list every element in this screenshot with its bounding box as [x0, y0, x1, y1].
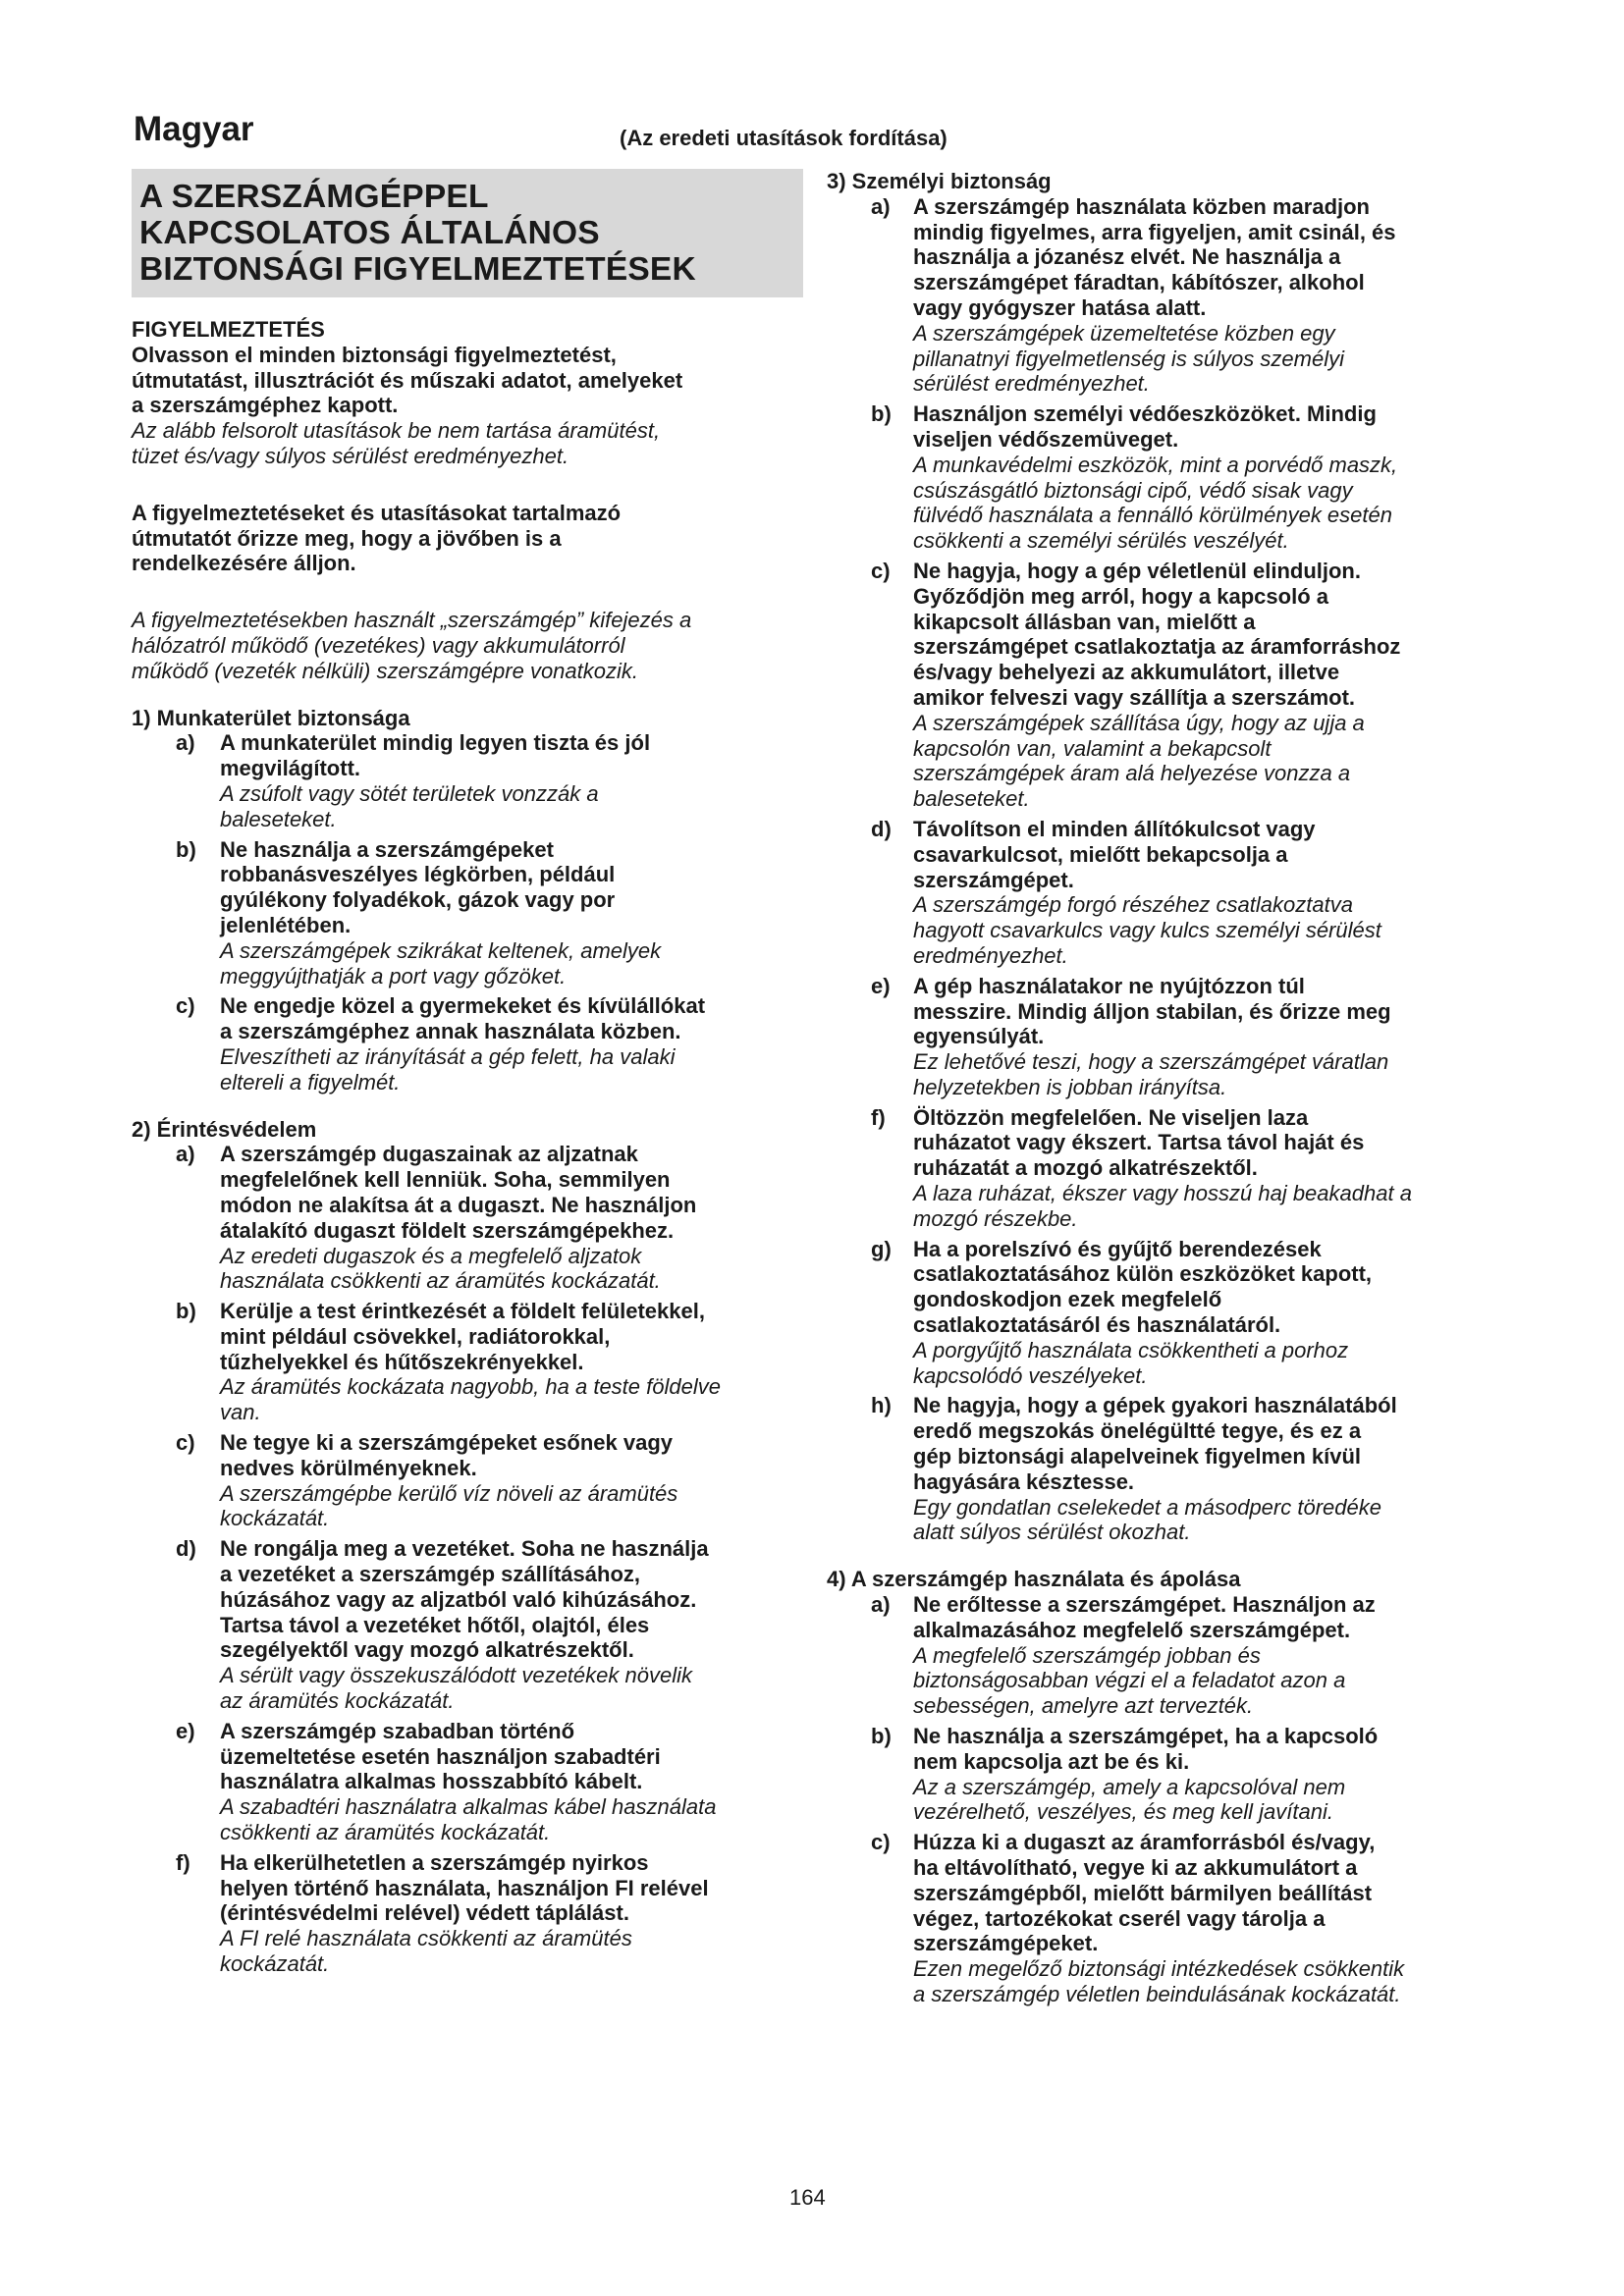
- item-explanation: [220, 781, 815, 832]
- text-line: A szerszámgép dugaszainak az aljzatnak: [220, 1142, 638, 1167]
- text-line: A FI relé használata csökkenti az áramütés: [220, 1926, 632, 1951]
- section-title: 2) Érintésvédelem: [132, 1116, 317, 1142]
- text-line: csatlakoztatásához külön eszközöket kapott,: [913, 1261, 1373, 1287]
- item-explanation: [220, 938, 815, 989]
- text-line: A munkaterület mindig legyen tiszta és jól: [220, 730, 651, 756]
- text-line: Távolítson el minden állítókulcsot vagy: [913, 816, 1316, 841]
- left-column: [132, 169, 815, 1977]
- text-line: szerszámgépet.: [913, 867, 1074, 892]
- item-instruction: [913, 1830, 1504, 1956]
- text-line: megfelelőnek kell lenniük. Soha, semmilyen: [220, 1167, 671, 1193]
- text-line: a szerszámgéphez annak használata közben.: [220, 1019, 681, 1044]
- item-letter: c): [176, 1430, 195, 1456]
- text-line: kockázatát.: [220, 1506, 330, 1531]
- text-line: vezérelhető, veszélyes, és meg kell javítani.: [913, 1799, 1333, 1825]
- text-line: Győződjön meg arról, hogy a kapcsoló a: [913, 583, 1328, 609]
- text-line: A sérült vagy összekuszálódott vezetékek növelik: [220, 1663, 692, 1688]
- page-language: Magyar: [134, 110, 254, 148]
- left-sections: [132, 706, 815, 1977]
- text-line: A szerszámgépek szállítása úgy, hogy az ujja a: [913, 710, 1365, 735]
- text-line: vagy gyógyszer hatása alatt.: [913, 294, 1207, 320]
- safety-item: [871, 1830, 1504, 2007]
- text-line: A laza ruházat, ékszer vagy hosszú haj beakadhat a: [913, 1181, 1412, 1206]
- text-line: üzemeltetése esetén használjon szabadtéri: [220, 1743, 661, 1769]
- text-line: szerszámgépből, mielőtt bármilyen beállítást: [913, 1880, 1373, 1905]
- text-line: nedves körülményeknek.: [220, 1455, 477, 1480]
- safety-item: [871, 1724, 1504, 1825]
- text-line: helyen történő használata, használjon FI relével: [220, 1875, 709, 1900]
- text-line: Egy gondatlan cselekedet a másodperc töredéke: [913, 1494, 1381, 1520]
- text-line: viseljen védőszemüveget.: [913, 426, 1179, 452]
- item-letter: f): [871, 1104, 886, 1130]
- text-line: baleseteket.: [913, 786, 1030, 812]
- safety-item: [871, 1237, 1504, 1389]
- text-line: nem kapcsolja azt be és ki.: [913, 1748, 1190, 1774]
- text-line: csökkenti a személyi sérülés veszélyét.: [913, 528, 1289, 554]
- text-line: mozgó részekbe.: [913, 1205, 1078, 1231]
- warning-text: [132, 343, 815, 418]
- safety-item: [176, 1430, 815, 1531]
- text-line: Ne rongálja meg a vezetéket. Soha ne használja: [220, 1536, 709, 1562]
- item-explanation: [913, 1181, 1504, 1232]
- text-line: A szerszámgépek szikrákat keltenek, amelyek: [220, 937, 662, 963]
- page-number: 164: [789, 2185, 826, 2210]
- text-line: Ne erőltesse a szerszámgépet. Használjon az: [913, 1592, 1376, 1618]
- text-line: mindig figyelmes, arra figyeljen, amit csinál, és: [913, 219, 1396, 244]
- text-line: hálózatról működő (vezetékes) vagy akkumulátorról: [132, 632, 625, 658]
- warning-title: FIGYELMEZTETÉS: [132, 317, 325, 342]
- text-line: eltereli a figyelmét.: [220, 1069, 401, 1095]
- text-line: útmutatást, illusztrációt és műszaki adatot, amelyeket: [132, 367, 683, 393]
- safety-item: [176, 730, 815, 831]
- item-explanation: [913, 1049, 1504, 1100]
- item-explanation: [220, 1926, 815, 1977]
- item-instruction: [913, 1393, 1504, 1494]
- text-line: végez, tartozékokat cserél vagy tárolja a: [913, 1905, 1326, 1931]
- text-line: hagyására késztesse.: [913, 1468, 1135, 1494]
- text-line: szegélyektől vagy mozgó alkatrészektől.: [220, 1637, 634, 1663]
- item-instruction: [913, 974, 1504, 1049]
- text-line: és/vagy behelyezi az akkumulátort, illetve: [913, 660, 1340, 685]
- text-line: hagyott csavarkulcs vagy kulcs személyi sérülést: [913, 918, 1381, 943]
- safety-item: [176, 1850, 815, 1977]
- text-line: rendelkezésére álljon.: [132, 551, 356, 576]
- text-line: A szabadtéri használatra alkalmas kábel használata: [220, 1794, 717, 1820]
- item-explanation: [913, 1775, 1504, 1826]
- text-line: Az alább felsorolt utasítások be nem tartása áramütést,: [132, 418, 661, 444]
- text-line: csatlakoztatásáról és használatáról.: [913, 1312, 1281, 1338]
- text-line: sebességen, amelyre azt tervezték.: [913, 1693, 1254, 1719]
- text-line: meggyújthatják a port vagy gőzöket.: [220, 963, 567, 988]
- text-line: A munkavédelmi eszközök, mint a porvédő maszk,: [913, 452, 1398, 477]
- text-line: Öltözzön megfelelően. Ne viseljen laza: [913, 1104, 1309, 1130]
- item-instruction: [913, 1724, 1504, 1775]
- item-instruction: [220, 1142, 815, 1243]
- item-letter: e): [871, 973, 891, 998]
- text-line: pillanatnyi figyelmetlenség is súlyos személyi: [913, 346, 1344, 371]
- text-line: sérülést eredményezhet.: [913, 371, 1150, 397]
- safety-item: [176, 1142, 815, 1294]
- item-explanation: [220, 1374, 815, 1425]
- text-line: Az áramütés kockázata nagyobb, ha a teste földelve: [220, 1374, 721, 1400]
- text-line: csavarkulcsot, mielőtt bekapcsolja a: [913, 841, 1288, 867]
- headline-box: [132, 169, 803, 297]
- text-line: A szerszámgépbe kerülő víz növeli az áramütés: [220, 1480, 678, 1506]
- item-letter: c): [176, 993, 195, 1019]
- text-line: szerszámgépet fáradtan, kábítószer, alkohol: [913, 270, 1365, 295]
- text-line: amikor felveszi vagy szállítja a szerszámot.: [913, 684, 1356, 710]
- text-line: tüzet és/vagy súlyos sérülést eredményezhet.: [132, 443, 569, 468]
- text-line: egyensúlyát.: [913, 1024, 1045, 1049]
- section-title: 1) Munkaterület biztonsága: [132, 705, 410, 730]
- item-letter: a): [176, 1142, 195, 1167]
- text-line: szerszámgépek áram alá helyezése vonzza a: [913, 761, 1351, 786]
- text-line: ha eltávolítható, vegye ki az akkumulátort a: [913, 1855, 1358, 1880]
- item-instruction: [913, 194, 1504, 321]
- text-line: használatra alkalmas hosszabbító kábelt.: [220, 1769, 643, 1794]
- item-instruction: [220, 1430, 815, 1481]
- text-line: gép biztonsági alapelveinek figyelmen kívül: [913, 1444, 1362, 1469]
- text-line: az áramütés kockázatát.: [220, 1688, 455, 1714]
- item-explanation: [913, 1338, 1504, 1389]
- text-line: baleseteket.: [220, 806, 337, 831]
- term-definition: [132, 608, 815, 683]
- item-letter: d): [871, 816, 892, 841]
- item-letter: a): [871, 1592, 891, 1618]
- item-explanation: [220, 1244, 815, 1295]
- text-line: szerszámgépeket.: [913, 1931, 1099, 1956]
- text-line: eredő megszokás önelégültté tegye, és ez a: [913, 1418, 1362, 1444]
- text-line: A megfelelő szerszámgép jobban és: [913, 1642, 1261, 1668]
- item-letter: a): [176, 730, 195, 756]
- text-line: használja a józanész elvét. Ne használja a: [913, 244, 1341, 270]
- item-letter: b): [871, 401, 892, 427]
- item-explanation: [220, 1481, 815, 1532]
- text-line: Ez lehetővé teszi, hogy a szerszámgépet váratlan: [913, 1049, 1389, 1075]
- text-line: robbanásveszélyes légkörben, például: [220, 862, 616, 887]
- item-instruction: [220, 993, 815, 1044]
- text-line: Használjon személyi védőeszközöket. Mindig: [913, 401, 1377, 427]
- item-letter: g): [871, 1236, 892, 1261]
- text-line: Olvasson el minden biztonsági figyelmeztetést,: [132, 342, 617, 367]
- text-line: átalakító dugaszt földelt szerszámgépekhez.: [220, 1217, 675, 1243]
- safety-item: [871, 401, 1504, 554]
- text-line: A szerszámgép használata közben maradjon: [913, 193, 1370, 219]
- text-line: alkalmazásához megfelelő szerszámgépet.: [913, 1617, 1351, 1642]
- text-line: A figyelmeztetéseket és utasításokat tartalmazó: [132, 500, 622, 525]
- item-explanation: [913, 711, 1504, 812]
- item-letter: b): [176, 836, 196, 862]
- item-instruction: [913, 1105, 1504, 1181]
- item-letter: c): [871, 558, 891, 583]
- item-explanation: [913, 892, 1504, 968]
- headline-line: BIZTONSÁGI FIGYELMEZTETÉSEK: [139, 251, 696, 288]
- safety-item: [871, 194, 1504, 397]
- text-line: kikapcsolt állásban van, mielőtt a: [913, 609, 1256, 634]
- safety-item: [176, 1536, 815, 1714]
- item-explanation: [913, 1495, 1504, 1546]
- text-line: Ezen megelőző biztonsági intézkedések csökkentik: [913, 1956, 1405, 1982]
- text-line: van.: [220, 1400, 261, 1425]
- text-line: kapcsolón van, valamint a bekapcsolt: [913, 735, 1272, 761]
- item-instruction: [220, 1719, 815, 1794]
- text-line: útmutatót őrizze meg, hogy a jövőben is a: [132, 525, 562, 551]
- text-line: használata csökkenti az áramütés kockázatát.: [220, 1268, 661, 1294]
- text-line: Ne engedje közel a gyermekeket és kívülállókat: [220, 993, 706, 1019]
- safety-item: [871, 974, 1504, 1100]
- text-line: (érintésvédelmi relével) védett táplálást.: [220, 1900, 629, 1926]
- keep-instructions-note: [132, 501, 815, 576]
- safety-item: [871, 1393, 1504, 1545]
- item-instruction: [220, 1850, 815, 1926]
- text-line: gyúlékony folyadékok, gázok vagy por: [220, 887, 616, 913]
- item-explanation: [220, 1044, 815, 1095]
- item-instruction: [220, 730, 815, 781]
- text-line: Ha a porelszívó és gyűjtő berendezések: [913, 1236, 1322, 1261]
- text-line: Ha elkerülhetetlen a szerszámgép nyirkos: [220, 1849, 649, 1875]
- item-instruction: [913, 1592, 1504, 1643]
- item-letter: e): [176, 1718, 195, 1743]
- text-line: ruházatát a mozgó alkatrészektől.: [913, 1155, 1258, 1181]
- text-line: Az eredeti dugaszok és a megfelelő aljzatok: [220, 1243, 642, 1268]
- item-instruction: [913, 1237, 1504, 1338]
- text-line: a vezetéket a szerszámgép szállításához,: [220, 1562, 640, 1587]
- item-instruction: [220, 837, 815, 938]
- text-line: Kerülje a test érintkezését a földelt felületekkel,: [220, 1299, 705, 1324]
- text-line: jelenlétében.: [220, 912, 352, 937]
- text-line: megvilágított.: [220, 756, 361, 781]
- safety-item: [176, 837, 815, 989]
- text-line: Ne hagyja, hogy a gépek gyakori használatából: [913, 1393, 1397, 1418]
- safety-item: [871, 1592, 1504, 1719]
- item-explanation: [220, 1794, 815, 1845]
- warning-consequence: [132, 418, 815, 469]
- item-letter: d): [176, 1536, 196, 1562]
- item-instruction: [220, 1299, 815, 1374]
- text-line: a szerszámgép véletlen beindulásának kockázatát.: [913, 1981, 1401, 2006]
- text-line: A szerszámgép forgó részéhez csatlakoztatva: [913, 892, 1353, 918]
- item-letter: b): [176, 1299, 196, 1324]
- text-line: Ne hagyja, hogy a gép véletlenül elinduljon.: [913, 558, 1361, 583]
- headline-line: A SZERSZÁMGÉPPEL: [139, 179, 489, 215]
- text-line: a szerszámgéphez kapott.: [132, 393, 399, 418]
- text-line: Ne használja a szerszámgépeket: [220, 836, 554, 862]
- text-line: működő (vezeték nélküli) szerszámgépre vonatkozik.: [132, 658, 639, 683]
- item-explanation: [913, 1956, 1504, 2007]
- item-letter: c): [871, 1830, 891, 1855]
- item-letter: a): [871, 193, 891, 219]
- text-line: tűzhelyekkel és hűtőszekrényekkel.: [220, 1349, 584, 1374]
- text-line: Ne tegye ki a szerszámgépeket esőnek vagy: [220, 1430, 674, 1456]
- text-line: alatt súlyos sérülést okozhat.: [913, 1520, 1191, 1545]
- right-column: [827, 169, 1504, 2007]
- section-title: 4) A szerszámgép használata és ápolása: [827, 1567, 1241, 1592]
- item-instruction: [913, 401, 1504, 453]
- item-explanation: [220, 1663, 815, 1714]
- text-line: módon ne alakítsa át a dugaszt. Ne használjon: [220, 1192, 697, 1217]
- safety-item: [871, 817, 1504, 969]
- safety-item: [871, 1105, 1504, 1232]
- text-line: csúszásgátló biztonsági cipő, védő sisak vagy: [913, 477, 1353, 503]
- text-line: A figyelmeztetésekben használt „szerszámgép” kifejezés a: [132, 608, 692, 633]
- text-line: A porgyűjtő használata csökkentheti a porhoz: [913, 1337, 1349, 1362]
- text-line: A szerszámgép szabadban történő: [220, 1718, 575, 1743]
- item-explanation: [913, 321, 1504, 397]
- text-line: A szerszámgépek üzemeltetése közben egy: [913, 320, 1335, 346]
- text-line: Ne használja a szerszámgépet, ha a kapcsoló: [913, 1724, 1379, 1749]
- item-explanation: [913, 1643, 1504, 1719]
- text-line: messzire. Mindig álljon stabilan, és őrizze meg: [913, 998, 1391, 1024]
- text-line: biztonságosabban végzi el a feladatot azon a: [913, 1668, 1346, 1693]
- item-instruction: [913, 817, 1504, 892]
- text-line: eredményezhet.: [913, 942, 1068, 968]
- text-line: mint például csövekkel, radiátorokkal,: [220, 1323, 611, 1349]
- text-line: húzásához vagy az aljzatból való kihúzásához.: [220, 1586, 697, 1612]
- right-sections: [827, 169, 1504, 2007]
- safety-item: [871, 559, 1504, 812]
- safety-item: [176, 993, 815, 1095]
- item-letter: b): [871, 1724, 892, 1749]
- text-line: csökkenti az áramütés kockázatát.: [220, 1820, 551, 1845]
- headline-line: KAPCSOLATOS ÁLTALÁNOS: [139, 215, 600, 251]
- item-letter: f): [176, 1849, 190, 1875]
- item-explanation: [913, 453, 1504, 554]
- text-line: Húzza ki a dugaszt az áramforrásból és/vagy,: [913, 1830, 1376, 1855]
- item-letter: h): [871, 1393, 892, 1418]
- text-line: A zsúfolt vagy sötét területek vonzzák a: [220, 780, 599, 806]
- text-line: kapcsolódó veszélyeket.: [913, 1362, 1148, 1388]
- section-title: 3) Személyi biztonság: [827, 169, 1052, 193]
- page-subtitle: (Az eredeti utasítások fordítása): [620, 126, 947, 150]
- safety-item: [176, 1719, 815, 1845]
- text-line: szerszámgépet csatlakoztatja az áramforráshoz: [913, 634, 1401, 660]
- text-line: fülvédő használata a fennálló körülmények esetén: [913, 503, 1392, 528]
- text-line: Az a szerszámgép, amely a kapcsolóval nem: [913, 1774, 1346, 1799]
- item-instruction: [220, 1536, 815, 1663]
- text-line: ruházatot vagy ékszert. Tartsa távol haját és: [913, 1130, 1365, 1155]
- text-line: gondoskodjon ezek megfelelő: [913, 1287, 1222, 1312]
- text-line: helyzetekben is jobban irányítsa.: [913, 1074, 1227, 1099]
- text-line: A gép használatakor ne nyújtózzon túl: [913, 973, 1305, 998]
- text-line: Elveszítheti az irányítását a gép felett, ha valaki: [220, 1043, 676, 1069]
- item-instruction: [913, 559, 1504, 711]
- text-line: kockázatát.: [220, 1951, 330, 1977]
- text-line: Tartsa távol a vezetéket hőtől, olajtól, éles: [220, 1612, 650, 1637]
- safety-item: [176, 1299, 815, 1425]
